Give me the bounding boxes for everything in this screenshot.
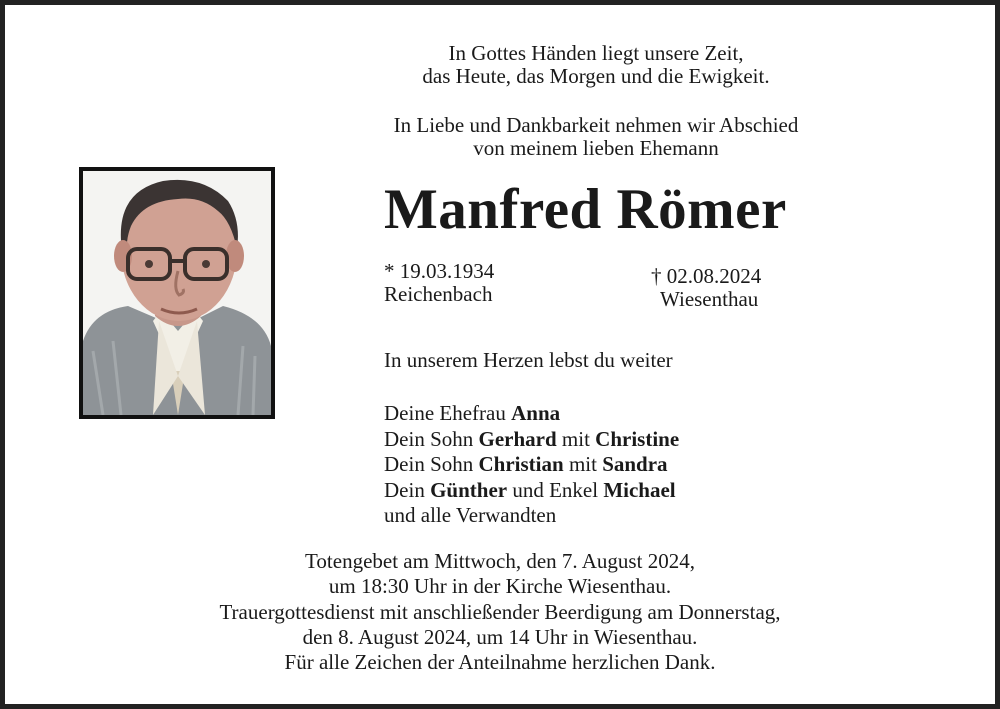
verse [96,42,1000,88]
verse-line-2: das Heute, das Morgen und die Ewigkeit. [422,64,770,88]
service-line-1: Totengebet am Mittwoch, den 7. August 2024, [305,549,695,573]
family-line [384,427,679,453]
family-relation-text: Deine Ehefrau [384,401,512,425]
family-member-name: Sandra [602,452,668,476]
family-member-name: Christian [478,452,564,476]
farewell-text [96,114,1000,160]
service-line-4: den 8. August 2024, um 14 Uhr in Wiesenthau. [302,624,698,649]
birth-place: Reichenbach [384,282,493,306]
service-info [0,549,1000,675]
family-relation-text: Dein Sohn [384,452,479,476]
death-place: Wiesenthau [660,287,759,311]
verse-line-1: In Gottes Händen liegt unsere Zeit, [448,41,744,65]
family-line [384,478,679,504]
family-member-name: Michael [603,477,676,502]
family-relation-text: Dein Sohn [384,426,479,451]
portrait-image [83,171,271,415]
birth-info [384,260,494,306]
portrait-photo [79,167,275,419]
motto: In unserem Herzen lebst du weiter [384,348,673,372]
deceased-name: Manfred Römer [384,178,787,241]
family-member-name: Gerhard [478,426,557,451]
death-info [651,265,761,311]
service-line-2: um 18:30 Uhr in der Kirche Wiesenthau. [328,574,672,599]
birth-date: * 19.03.1934 [384,259,495,283]
farewell-line-2: von meinem lieben Ehemann [473,136,719,160]
family-line [384,503,679,529]
family-relation-text: mit [563,452,603,476]
family-member-name: Günther [430,477,508,502]
family-line [384,452,679,478]
family-member-name: Christine [595,426,680,451]
family-relation-text: mit [556,426,596,451]
service-line-3: Trauergottesdienst mit anschließender Beerdigung am Donnerstag, [219,599,781,624]
family-relation-text: Dein [384,477,431,502]
family-list [384,401,679,529]
family-member-name: Anna [511,401,561,425]
family-relation-text: und alle Verwandten [384,503,557,527]
death-date: † 02.08.2024 [651,264,762,288]
farewell-line-1: In Liebe und Dankbarkeit nehmen wir Abschied [393,113,799,137]
service-line-5: Für alle Zeichen der Anteilnahme herzlichen Dank. [284,650,716,675]
family-relation-text: und Enkel [507,477,604,502]
family-line [384,401,679,427]
